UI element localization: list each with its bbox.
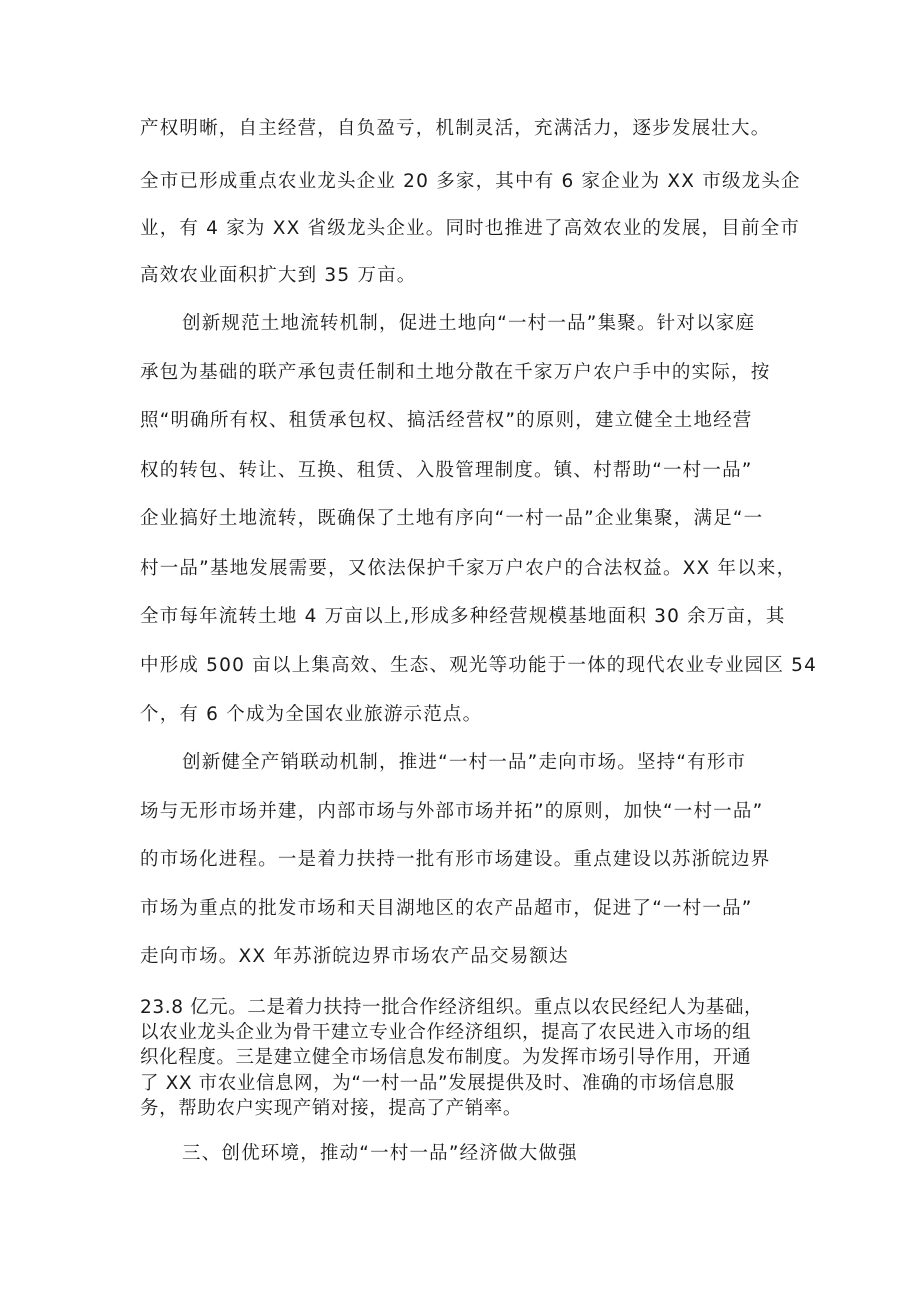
paragraph-2-line-8: 中形成 500 亩以上集高效、生态、观光等功能于一体的现代农业专业园区 54 (140, 655, 818, 676)
paragraph-3-line-2: 场与无形市场并建，内部市场与外部市场并拓”的原则，加快“一村一品” (140, 801, 764, 822)
section-heading: 三、创优环境，推动“一村一品”经济做大做强 (182, 1143, 578, 1164)
paragraph-2-line-1: 创新规范土地流转机制，促进土地向“一村一品”集聚。针对以家庭 (182, 313, 756, 334)
paragraph-3-line-5: 走向市场。XX 年苏浙皖边界市场农产品交易额达 (140, 946, 569, 967)
paragraph-2-line-7: 全市每年流转土地 4 万亩以上,形成多种经营规模基地面积 30 余万亩，其 (140, 606, 786, 627)
paragraph-2-line-6: 村一品”基地发展需要，又依法保护千家万户农户的合法权益。XX 年以来， (140, 558, 797, 579)
paragraph-4-line-4: 了 XX 市农业信息网，为“一村一品”发展提供及时、准确的市场信息服 (140, 1073, 735, 1094)
paragraph-4-line-1: 23.8 亿元。二是着力扶持一批合作经济组织。重点以农民经纪人为基础， (140, 997, 764, 1018)
paragraph-3-line-4: 市场为重点的批发市场和天目湖地区的农产品超市，促进了“一村一品” (140, 898, 753, 919)
paragraph-1-line-1: 产权明晰，自主经营，自负盈亏，机制灵活，充满活力，逐步发展壮大。 (140, 118, 771, 139)
paragraph-2-line-9: 个，有 6 个成为全国农业旅游示范点。 (140, 704, 483, 725)
paragraph-4-line-3: 织化程度。三是建立健全市场信息发布制度。为发挥市场引导作用，开通 (140, 1047, 752, 1068)
paragraph-2-line-5: 企业搞好土地流转，既确保了土地有序向“一村一品”企业集聚，满足“一 (140, 508, 764, 529)
paragraph-3-line-1: 创新健全产销联动机制，推进“一村一品”走向市场。坚持“有形市 (182, 752, 747, 773)
paragraph-2-line-4: 权的转包、转让、互换、租赁、入股管理制度。镇、村帮助“一村一品” (140, 460, 753, 481)
paragraph-2-line-2: 承包为基础的联产承包责任制和土地分散在千家万户农户手中的实际，按 (140, 362, 771, 383)
paragraph-4-line-5: 务，帮助农户实现产销对接，提高了产销率。 (140, 1098, 523, 1119)
paragraph-1-line-4: 高效农业面积扩大到 35 万亩。 (140, 265, 417, 286)
paragraph-1-line-2: 全市已形成重点农业龙头企业 20 多家，其中有 6 家企业为 XX 市级龙头企 (140, 171, 801, 192)
paragraph-1-line-3: 业，有 4 家为 XX 省级龙头企业。同时也推进了高效农业的发展，目前全市 (140, 218, 801, 239)
paragraph-3-line-3: 的市场化进程。一是着力扶持一批有形市场建设。重点建设以苏浙皖边界 (140, 849, 771, 870)
paragraph-4-line-2: 以农业龙头企业为骨干建立专业合作经济组织，提高了农民进入市场的组 (140, 1022, 752, 1043)
paragraph-2-line-3: 照“明确所有权、租赁承包权、搞活经营权”的原则，建立健全土地经营 (140, 410, 753, 431)
